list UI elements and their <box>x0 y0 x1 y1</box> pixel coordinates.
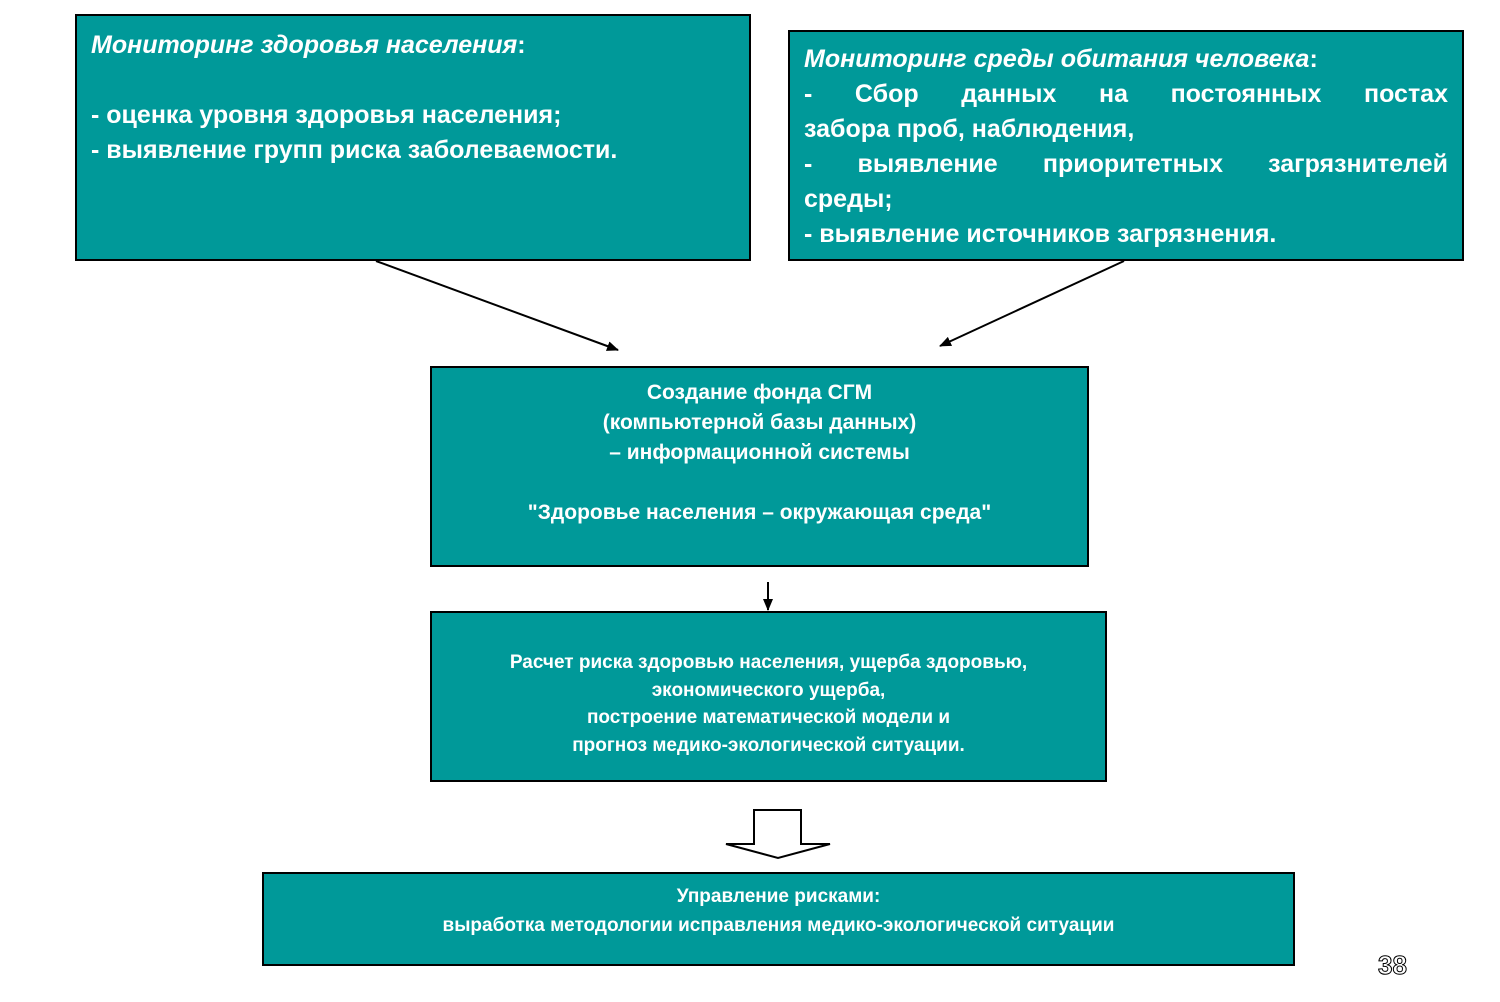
environment-monitoring-colon: : <box>1309 45 1318 73</box>
environment-monitoring-line: - выявление приоритетных загрязнителей <box>804 150 1448 178</box>
fund-creation-line: Создание фонда СГМ <box>646 381 873 404</box>
risk-calculation-line: экономического ущерба, <box>651 679 886 701</box>
environment-monitoring-title: Мониторинг среды обитания человека <box>804 45 1310 73</box>
block-arrow-risk-to-management <box>726 810 830 858</box>
risk-calculation-line: построение математической модели и <box>586 707 951 728</box>
environment-monitoring-line: среды; <box>804 185 893 213</box>
fund-creation-line: "Здоровье населения – окружающая среда" <box>527 501 992 524</box>
risk-management-line: выработка методологии исправления медико-экологической ситуации <box>442 915 1115 936</box>
health-monitoring-item: - оценка уровня здоровья населения; <box>91 101 562 129</box>
health-monitoring-title: Мониторинг здоровья населения <box>91 31 518 59</box>
environment-monitoring-line: - Сбор данных на постоянных постах <box>804 80 1448 108</box>
health-monitoring-item: - выявление групп риска заболеваемости. <box>91 136 618 164</box>
environment-monitoring-box <box>788 30 1464 261</box>
fund-creation-line: (компьютерной базы данных) <box>602 411 917 434</box>
environment-monitoring-line: - выявление источников загрязнения. <box>804 220 1277 248</box>
arrow-env-to-fund <box>940 261 1124 346</box>
fund-creation-box <box>430 366 1089 567</box>
health-monitoring-colon: : <box>517 31 526 59</box>
environment-monitoring-line: забора проб, наблюдения, <box>804 115 1135 143</box>
arrow-health-to-fund <box>376 261 618 350</box>
risk-management-box <box>262 872 1295 966</box>
risk-calculation-line: Расчет риска здоровью населения, ущерба здоровью, <box>509 652 1028 673</box>
risk-calculation-line: прогноз медико-экологической ситуации. <box>572 734 965 756</box>
risk-management-line: Управление рисками: <box>676 886 881 907</box>
risk-calculation-box <box>430 611 1107 782</box>
fund-creation-line: – информационной системы <box>609 441 910 464</box>
page-number: 38 <box>1378 950 1407 980</box>
health-monitoring-box <box>75 14 751 261</box>
